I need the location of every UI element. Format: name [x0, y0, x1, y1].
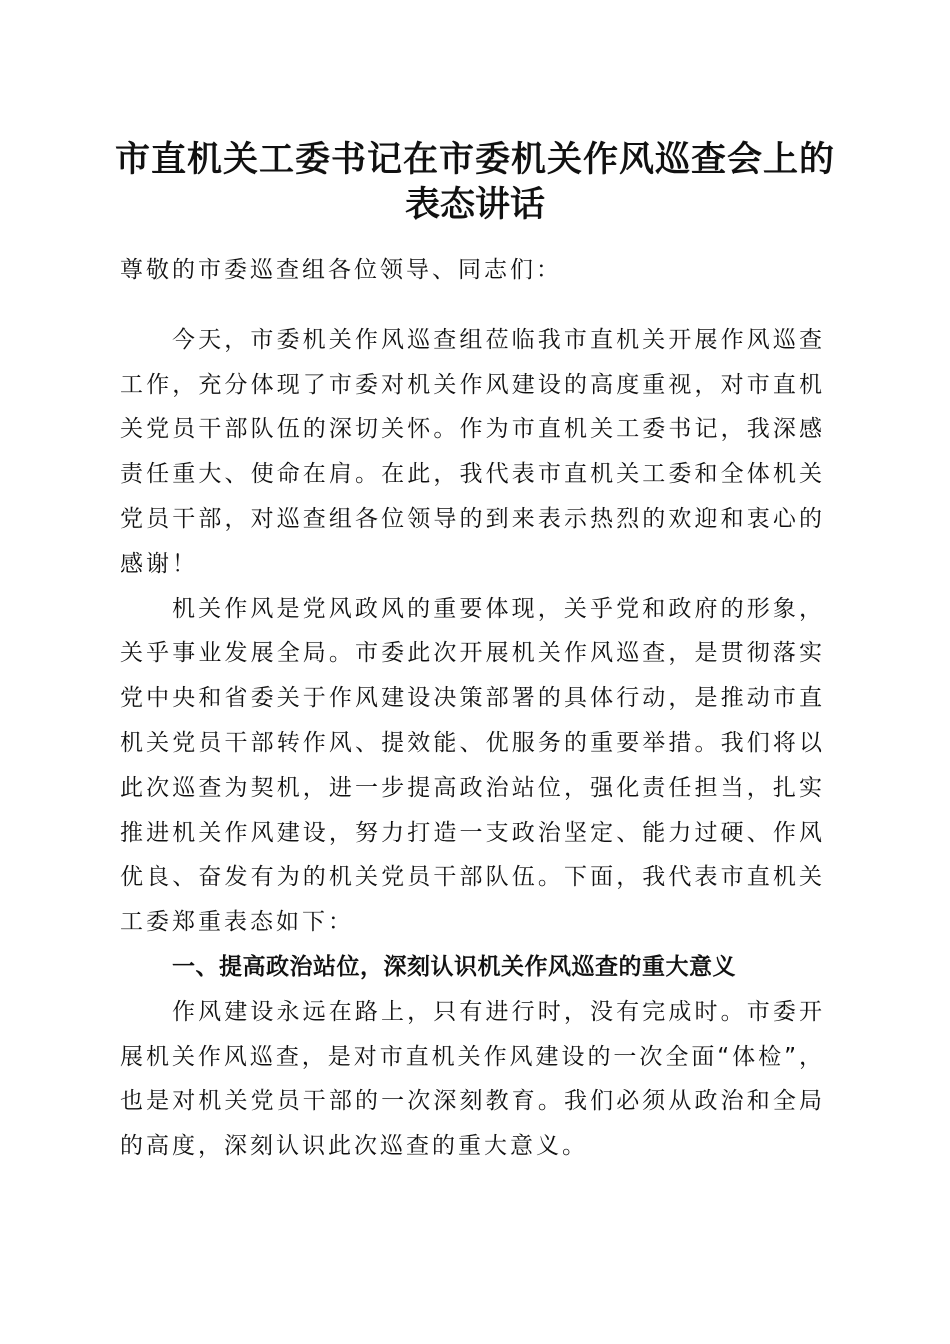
- text-line: 责任重大、使命在肩。在此，我代表市直机关工委和全体机关: [120, 461, 822, 488]
- text-line: 关党员干部队伍的深切关怀。作为市直机关工委书记，我深感: [120, 416, 822, 443]
- document-title-line-1: 市直机关工委书记在市委机关作风巡查会上的: [114, 139, 835, 180]
- text-line: 的高度，深刻认识此次巡查的重大意义。: [120, 1133, 588, 1160]
- text-line: 作风建设永远在路上，只有进行时，没有完成时。市委开: [172, 998, 822, 1025]
- text-line: 今天，市委机关作风巡查组莅临我市直机关开展作风巡查: [172, 326, 822, 353]
- text-line: 工作，充分体现了市委对机关作风建设的高度重视，对市直机: [120, 371, 822, 398]
- text-line: 优良、奋发有为的机关党员干部队伍。下面，我代表市直机关: [120, 864, 822, 891]
- paragraph-1: [120, 323, 822, 592]
- text-line: 此次巡查为契机，进一步提高政治站位，强化责任担当，扎实: [120, 774, 822, 801]
- section-heading-1: 一、提高政治站位，深刻认识机关作风巡查的重大意义: [172, 953, 736, 980]
- text-line: 机关党员干部转作风、提效能、优服务的重要举措。我们将以: [120, 729, 822, 756]
- text-line: 机关作风是党风政风的重要体现，关乎党和政府的形象，: [172, 595, 822, 622]
- paragraph-2: [120, 592, 822, 950]
- text-line: 党中央和省委关于作风建设决策部署的具体行动，是推动市直: [120, 685, 822, 712]
- paragraph-3: [120, 995, 822, 1174]
- document-body: [120, 253, 822, 1174]
- text-line: 党员干部，对巡查组各位领导的到来表示热烈的欢迎和衷心的: [120, 505, 822, 532]
- document-title-line-2: 表态讲话: [404, 184, 545, 225]
- text-line: 展机关作风巡查，是对市直机关作风建设的一次全面“体检”，: [120, 1043, 822, 1070]
- text-line: 感谢！: [120, 550, 198, 577]
- text-line: 也是对机关党员干部的一次深刻教育。我们必须从政治和全局: [120, 1088, 822, 1115]
- text-line: 推进机关作风建设，努力打造一支政治坚定、能力过硬、作风: [120, 819, 822, 846]
- text-line: 关乎事业发展全局。市委此次开展机关作风巡查，是贯彻落实: [120, 640, 822, 667]
- text-line: 工委郑重表态如下：: [120, 909, 354, 936]
- salutation: 尊敬的市委巡查组各位领导、同志们：: [120, 257, 562, 283]
